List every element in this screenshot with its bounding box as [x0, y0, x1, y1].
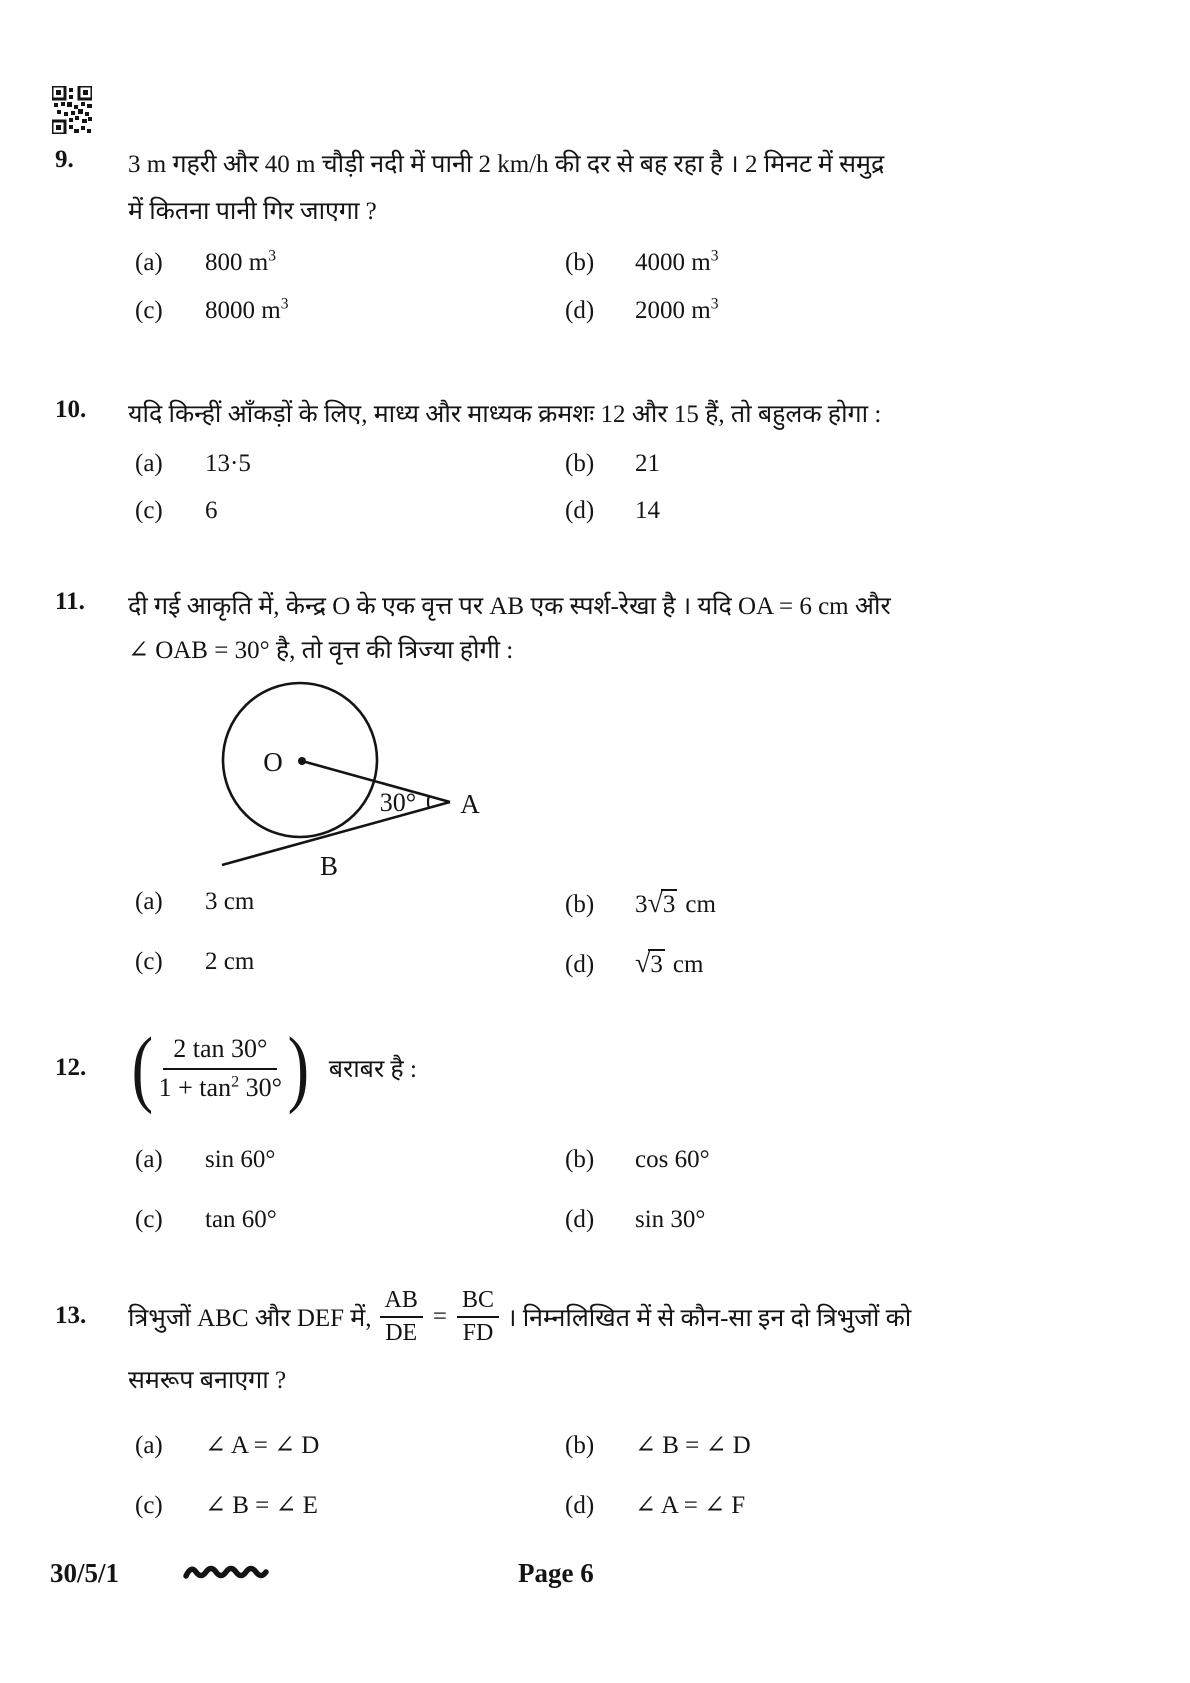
q13-text-pre: त्रिभुजों ABC और DEF में, [128, 1305, 372, 1332]
option-letter: (c) [135, 1492, 163, 1519]
fraction-bc-fd: $\frac{BC}{FD}$ [457, 1286, 499, 1348]
q11-option-d [565, 948, 703, 980]
option-letter: (d) [565, 1206, 595, 1233]
q12-option-b [565, 1146, 710, 1174]
option-value: 800 $m^3$ [205, 248, 276, 277]
q9-line-2: में कितना पानी गिर जाएगा ? [128, 198, 377, 225]
option-value: ∠ B = ∠ E [205, 1492, 318, 1519]
angle-arc [428, 796, 429, 808]
q13-number: 13. [55, 1302, 87, 1329]
close-paren-icon: ) [287, 1019, 310, 1116]
option-letter: (c) [135, 1206, 163, 1233]
label-a: A [460, 789, 480, 819]
option-letter: (a) [135, 1432, 163, 1459]
option-value: 2000 $m^3$ [635, 296, 719, 325]
q11-line-2: ∠ OAB = 30° है, तो वृत्त की त्रिज्या होगी : [128, 637, 514, 664]
q11-line-1: दी गई आकृति में, केन्द्र O के एक वृत्त पर AB एक स्पर्श-रेखा है । यदि OA = 6 cm और [128, 593, 891, 620]
option-letter: (b) [565, 249, 595, 277]
q9-line-1: 3 m गहरी और 40 m चौड़ी नदी में पानी 2 km/h की दर से बह रहा है । 2 मिनट में समुद्र [128, 151, 885, 178]
option-value: ∠ B = ∠ D [635, 1432, 751, 1459]
option-letter: (a) [135, 450, 163, 477]
q10-number: 10. [55, 396, 87, 423]
q11-option-b [565, 888, 716, 920]
option-letter: (d) [565, 297, 595, 325]
option-value: 3√3 cm [635, 888, 716, 919]
option-value: √3 cm [635, 948, 704, 979]
option-value: sin 30° [635, 1206, 706, 1233]
q11-figure [193, 650, 503, 890]
fraction-ab-de: $\frac{AB}{DE}$ [380, 1286, 423, 1348]
footer-page-number: Page 6 [518, 1558, 594, 1588]
q10-option-b [565, 450, 660, 478]
q9-option-b [565, 248, 718, 277]
q10-option-a [135, 450, 251, 478]
label-o: O [263, 747, 283, 777]
q9-option-c [135, 296, 288, 325]
option-value: tan 60° [205, 1206, 277, 1233]
q13-line-1 [128, 1284, 911, 1350]
option-value: 3 cm [205, 888, 255, 915]
fraction-numerator: 2 tan 30° [163, 1034, 277, 1070]
qr-code [52, 86, 92, 134]
option-letter: (a) [135, 1146, 163, 1173]
q13-text-post: । निम्नलिखित में से कौन-सा इन दो त्रिभुजों को [506, 1305, 912, 1332]
option-value: sin 60° [205, 1146, 276, 1173]
q12-option-c [135, 1206, 277, 1234]
radical-sign: √ [635, 948, 651, 979]
option-letter: (c) [135, 948, 163, 975]
option-letter: (d) [565, 497, 595, 524]
option-letter: (c) [135, 297, 163, 325]
option-letter: (c) [135, 497, 163, 524]
option-value: ∠ A = ∠ D [205, 1432, 320, 1459]
q12-option-d [565, 1206, 705, 1234]
option-value: ∠ A = ∠ F [635, 1492, 746, 1519]
fraction [159, 1034, 282, 1103]
option-value: 21 [635, 450, 660, 477]
option-letter: (b) [565, 1146, 595, 1173]
equals-sign: = [432, 1303, 447, 1330]
option-letter: (a) [135, 888, 163, 915]
q10-text: यदि किन्हीं आँकड़ों के लिए, माध्य और माध्यक क्रमशः 12 और 15 हैं, तो बहुलक होगा : [128, 401, 882, 428]
option-value: 4000 $m^3$ [635, 248, 719, 277]
option-value: cos 60° [635, 1146, 710, 1173]
q12-option-a [135, 1146, 275, 1174]
q9-number: 9. [55, 146, 74, 173]
q11-option-a [135, 888, 254, 916]
q12-expression [55, 1019, 417, 1116]
option-letter: (b) [565, 450, 595, 477]
option-letter: (b) [565, 1432, 595, 1459]
q11-number: 11. [55, 588, 85, 615]
option-letter: (d) [565, 1492, 595, 1519]
open-paren-icon: ( [131, 1019, 154, 1116]
radical-sign: √ [647, 888, 663, 919]
q13-option-a [135, 1430, 319, 1460]
option-value: 2 cm [205, 948, 255, 975]
q13-option-b [565, 1430, 751, 1460]
footer-paper-code: 30/5/1 [50, 1558, 120, 1588]
q13-line-2: समरूप बनाएगा ? [128, 1367, 287, 1394]
option-value: 14 [635, 497, 660, 524]
option-letter: (a) [135, 249, 163, 277]
q9-option-d [565, 296, 718, 325]
option-letter: (d) [565, 951, 595, 978]
q13-option-d [565, 1490, 745, 1520]
footer-squiggle-icon [183, 1564, 273, 1584]
q11-option-c [135, 948, 254, 976]
label-b: B [319, 851, 339, 881]
q13-option-c [135, 1490, 318, 1520]
q10-option-c [135, 497, 218, 525]
q10-option-d [565, 497, 660, 525]
option-value: 6 [205, 497, 218, 524]
option-value: 8000 $m^3$ [205, 296, 289, 325]
label-30deg: 30° [379, 788, 417, 817]
q9-option-a [135, 248, 276, 277]
q12-number: 12. [55, 1054, 87, 1081]
fraction-denominator: $1 + \tan^2 30^\circ$ [158, 1072, 283, 1102]
option-letter: (b) [565, 891, 595, 918]
q12-suffix: बराबर है : [328, 1056, 417, 1083]
option-value: 13·5 [205, 450, 251, 477]
